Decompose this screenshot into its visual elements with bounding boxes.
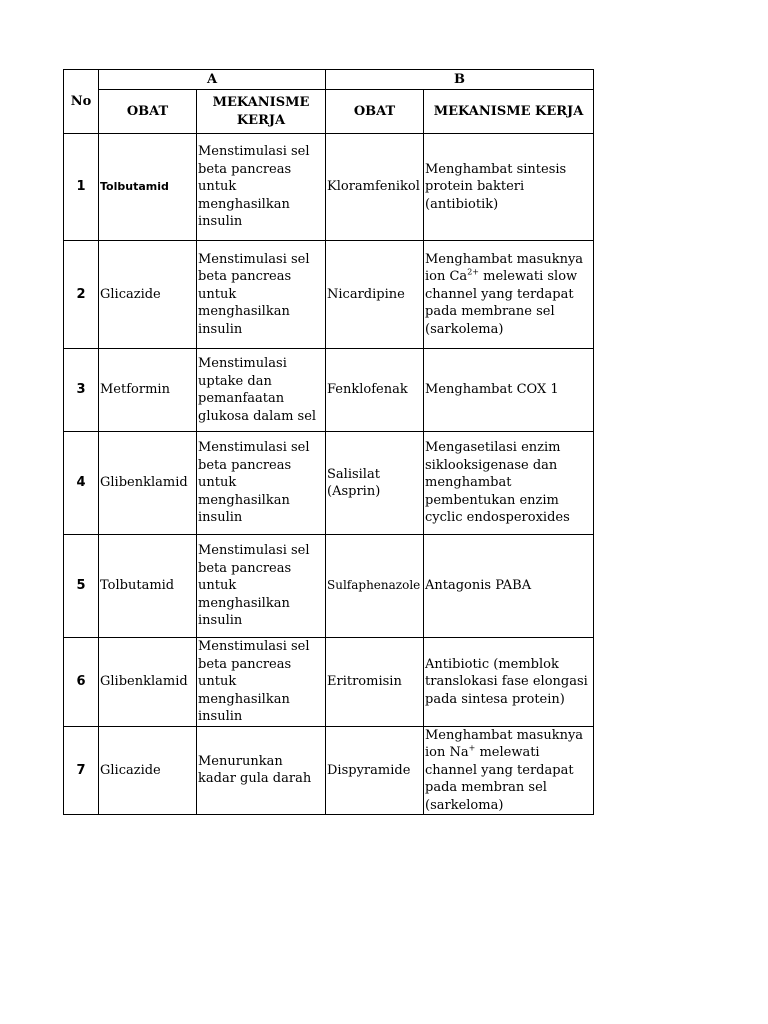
mechanism-a: Menstimulasi sel beta pancreas untuk menghasilkan insulin bbox=[197, 638, 326, 727]
mechanism-b: Antibiotic (memblok translokasi fase elongasi pada sintesa protein) bbox=[424, 638, 594, 727]
drug-a: Glicazide bbox=[99, 726, 197, 815]
mechanism-b: Mengasetilasi enzim siklooksigenase dan menghambat pembentukan enzim cyclic endosperoxides bbox=[424, 432, 594, 535]
mechanism-b-text-cont: melewati slow channel yang terdapat pada membrane sel (sarkolema) bbox=[425, 269, 578, 337]
row-number: 7 bbox=[64, 726, 99, 815]
row-number: 3 bbox=[64, 349, 99, 432]
drug-a: Metformin bbox=[99, 349, 197, 432]
row-number: 5 bbox=[64, 535, 99, 638]
mechanism-a: Menurunkan kadar gula darah bbox=[197, 726, 326, 815]
table-row bbox=[64, 241, 594, 349]
mechanism-b bbox=[424, 726, 594, 815]
table-row bbox=[64, 134, 594, 241]
charge-superscript: 2+ bbox=[467, 267, 479, 277]
drug-a: Glibenklamid bbox=[99, 432, 197, 535]
drug-b: Salisilat (Asprin) bbox=[326, 432, 424, 535]
drug-a: Tolbutamid bbox=[99, 535, 197, 638]
table-row bbox=[64, 726, 594, 815]
drug-b: Kloramfenikol bbox=[326, 134, 424, 241]
header-obat-b: OBAT bbox=[326, 90, 424, 134]
mechanism-b: Menghambat sintesis protein bakteri (antibiotik) bbox=[424, 134, 594, 241]
row-number: 6 bbox=[64, 638, 99, 727]
mechanism-b: Menghambat COX 1 bbox=[424, 349, 594, 432]
mechanism-a: Menstimulasi sel beta pancreas untuk menghasilkan insulin bbox=[197, 535, 326, 638]
drug-mechanism-table bbox=[63, 69, 594, 815]
header-mekanisme-b: MEKANISME KERJA bbox=[424, 90, 594, 134]
drug-a: Glibenklamid bbox=[99, 638, 197, 727]
mechanism-b: Antagonis PABA bbox=[424, 535, 594, 638]
header-group-b: B bbox=[326, 70, 594, 90]
header-obat-a: OBAT bbox=[99, 90, 197, 134]
drug-b: Eritromisin bbox=[326, 638, 424, 727]
table-row bbox=[64, 638, 594, 727]
header-mekanisme-a: MEKANISME KERJA bbox=[197, 90, 326, 134]
table-row bbox=[64, 349, 594, 432]
charge-superscript: + bbox=[468, 743, 476, 753]
header-no: No bbox=[64, 70, 99, 134]
mechanism-b-text: Menghambat masuknya ion Ca bbox=[425, 251, 584, 285]
mechanism-a: Menstimulasi uptake dan pemanfaatan glukosa dalam sel bbox=[197, 349, 326, 432]
header-group-a: A bbox=[99, 70, 326, 90]
drug-a: Glicazide bbox=[99, 241, 197, 349]
mechanism-b-text: Menghambat masuknya ion Na bbox=[425, 727, 584, 760]
row-number: 4 bbox=[64, 432, 99, 535]
row-number: 1 bbox=[64, 134, 99, 241]
drug-b: Fenklofenak bbox=[326, 349, 424, 432]
mechanism-b bbox=[424, 241, 594, 349]
table-row bbox=[64, 535, 594, 638]
mechanism-a: Menstimulasi sel beta pancreas untuk menghasilkan insulin bbox=[197, 134, 326, 241]
drug-b: Nicardipine bbox=[326, 241, 424, 349]
mechanism-b-text-cont: melewati channel yang terdapat pada membran sel (sarkeloma) bbox=[425, 745, 574, 813]
mechanism-a: Menstimulasi sel beta pancreas untuk menghasilkan insulin bbox=[197, 432, 326, 535]
mechanism-a: Menstimulasi sel beta pancreas untuk menghasilkan insulin bbox=[197, 241, 326, 349]
drug-b: Dispyramide bbox=[326, 726, 424, 815]
row-number: 2 bbox=[64, 241, 99, 349]
table-row bbox=[64, 432, 594, 535]
drug-b: Sulfaphenazole bbox=[326, 535, 424, 638]
drug-a: Tolbutamid bbox=[99, 134, 197, 241]
